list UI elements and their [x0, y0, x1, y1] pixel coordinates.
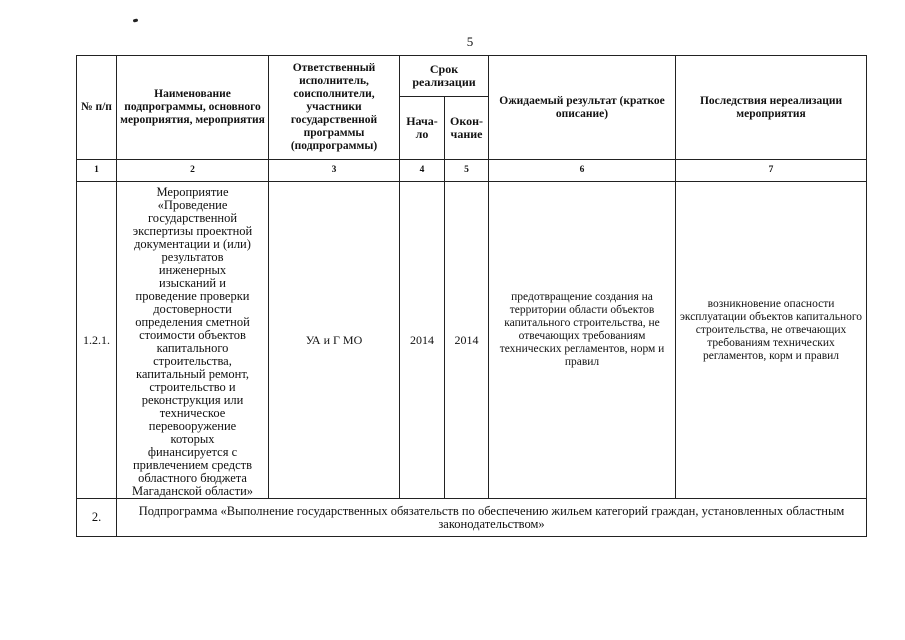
subprogram-row: [77, 499, 867, 537]
column-number: 3: [269, 160, 400, 182]
row-end: 2014: [445, 182, 489, 499]
header-num: № п/п: [77, 56, 117, 160]
header-responsible: Ответственный исполнитель, соисполнители, участники государственной программы (подпрограммы): [269, 56, 400, 160]
column-number: 6: [489, 160, 676, 182]
row-consequences-cell: [676, 182, 867, 499]
row-start: 2014: [400, 182, 445, 499]
row-name: Мероприятие «Проведение государственной экспертизы проектной документации и (или) результатов инженерных изысканий и проведение проверки достоверности определения сметной стоимости объектов капитального строительства, капитальный ремонт, строительство и реконструкция или техническое перевооружение которых финансируется с привлечением средств областного бюджета Магаданской области»: [131, 185, 254, 498]
page-number: 5: [466, 34, 474, 49]
measures-table: [76, 55, 867, 537]
row-expected-cell: [489, 182, 676, 499]
column-number: 7: [676, 160, 867, 182]
column-numbers-row: [77, 160, 867, 182]
header-name: Наименование подпрограммы, основного мероприятия, мероприятия: [117, 56, 269, 160]
column-number: 2: [117, 160, 269, 182]
column-number: 4: [400, 160, 445, 182]
table-row: [77, 182, 867, 499]
header-start: Нача-ло: [400, 97, 445, 160]
header-consequences: Последствия нереализации мероприятия: [676, 56, 867, 160]
row-consequences: возникновение опасности эксплуатации объектов капитального строительства, не отвечающих требованиям технических регламентов, корм и правил: [679, 297, 863, 362]
header-period: Срок реализации: [400, 56, 489, 97]
header-expected: Ожидаемый результат (краткое описание): [489, 56, 676, 160]
row-num: 1.2.1.: [77, 182, 117, 499]
row-name-cell: [117, 182, 269, 499]
header-row-1: [77, 56, 867, 97]
scan-speck: [133, 18, 139, 22]
header-end: Окон-чание: [445, 97, 489, 160]
column-number: 1: [77, 160, 117, 182]
row-expected: предотвращение создания на территории области объектов капитального строительства, не отвечающих требованиям технических регламентов, норм и правил: [499, 291, 665, 368]
row-responsible: УА и Г МО: [269, 182, 400, 499]
subprogram-num: 2.: [77, 499, 117, 537]
subprogram-text: Подпрограмма «Выполнение государственных обязательств по обеспечению жильем категорий граждан, установленных областным законодательством»: [117, 499, 867, 537]
column-number: 5: [445, 160, 489, 182]
